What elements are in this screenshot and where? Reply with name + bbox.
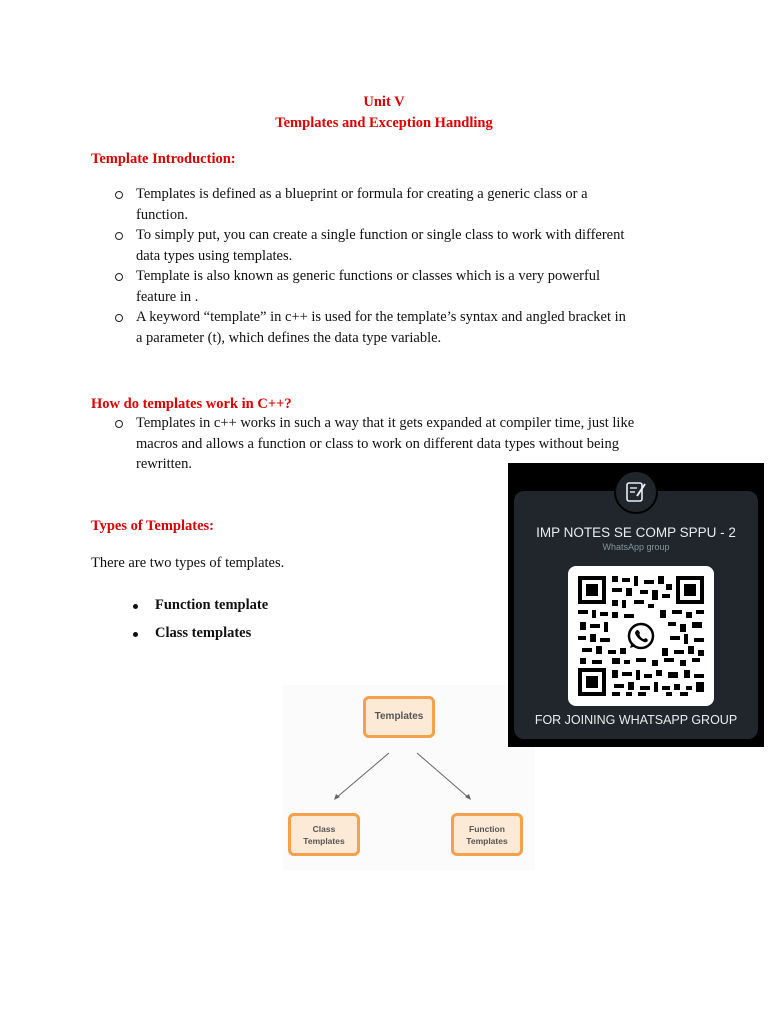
group-subtitle: WhatsApp group <box>602 542 670 552</box>
list-item: A keyword “template” in c++ is used for the template’s syntax and angled bracket in a parameter (t), which defines the data type variable. <box>136 307 696 348</box>
diagram-node-templates: Templates <box>363 696 435 738</box>
list-item: To simply put, you can create a single function or single class to work with different data types using templates. <box>136 225 696 266</box>
types-list <box>155 597 268 653</box>
group-name: IMP NOTES SE COMP SPPU - 2 <box>536 525 736 540</box>
circle-bullet-icon <box>115 273 123 281</box>
circle-bullet-icon <box>115 314 123 322</box>
list-item: Templates is defined as a blueprint or formula for creating a generic class or a function. <box>136 184 696 225</box>
list-item: Function template <box>155 597 268 625</box>
intro-heading: Template Introduction: <box>91 151 236 167</box>
edit-note-icon <box>614 470 658 514</box>
qr-code[interactable] <box>568 566 714 706</box>
circle-bullet-icon <box>115 232 123 240</box>
bullet-dot-icon <box>133 604 138 609</box>
list-item: Class templates <box>155 625 268 653</box>
how-heading: How do templates work in C++? <box>91 396 292 412</box>
circle-bullet-icon <box>115 191 123 199</box>
edit-note-icon-svg <box>616 472 656 512</box>
types-heading: Types of Templates: <box>91 518 214 534</box>
page-title: Templates and Exception Handling <box>275 115 493 131</box>
bullet-dot-icon <box>133 632 138 637</box>
join-group-footer: FOR JOINING WHATSAPP GROUP <box>534 713 738 727</box>
whatsapp-card-panel <box>514 491 758 739</box>
circle-bullet-icon <box>115 420 123 428</box>
diagram-node-class: Class Templates <box>288 813 360 856</box>
list-item: Templates in c++ works in such a way that it gets expanded at compiler time, just like macros and allows a function or class to work on different data types without being rewritten. <box>136 413 706 475</box>
types-intro: There are two types of templates. <box>91 555 285 571</box>
diagram-node-function: Function Templates <box>451 813 523 856</box>
templates-diagram <box>283 685 535 870</box>
unit-title: Unit V <box>363 94 405 110</box>
intro-list <box>136 184 696 348</box>
arrow-right-line <box>417 753 469 798</box>
list-item: Template is also known as generic functions or classes which is a very powerful feature in . <box>136 266 696 307</box>
qr-code-image <box>568 566 714 706</box>
arrow-left-line <box>336 753 389 798</box>
